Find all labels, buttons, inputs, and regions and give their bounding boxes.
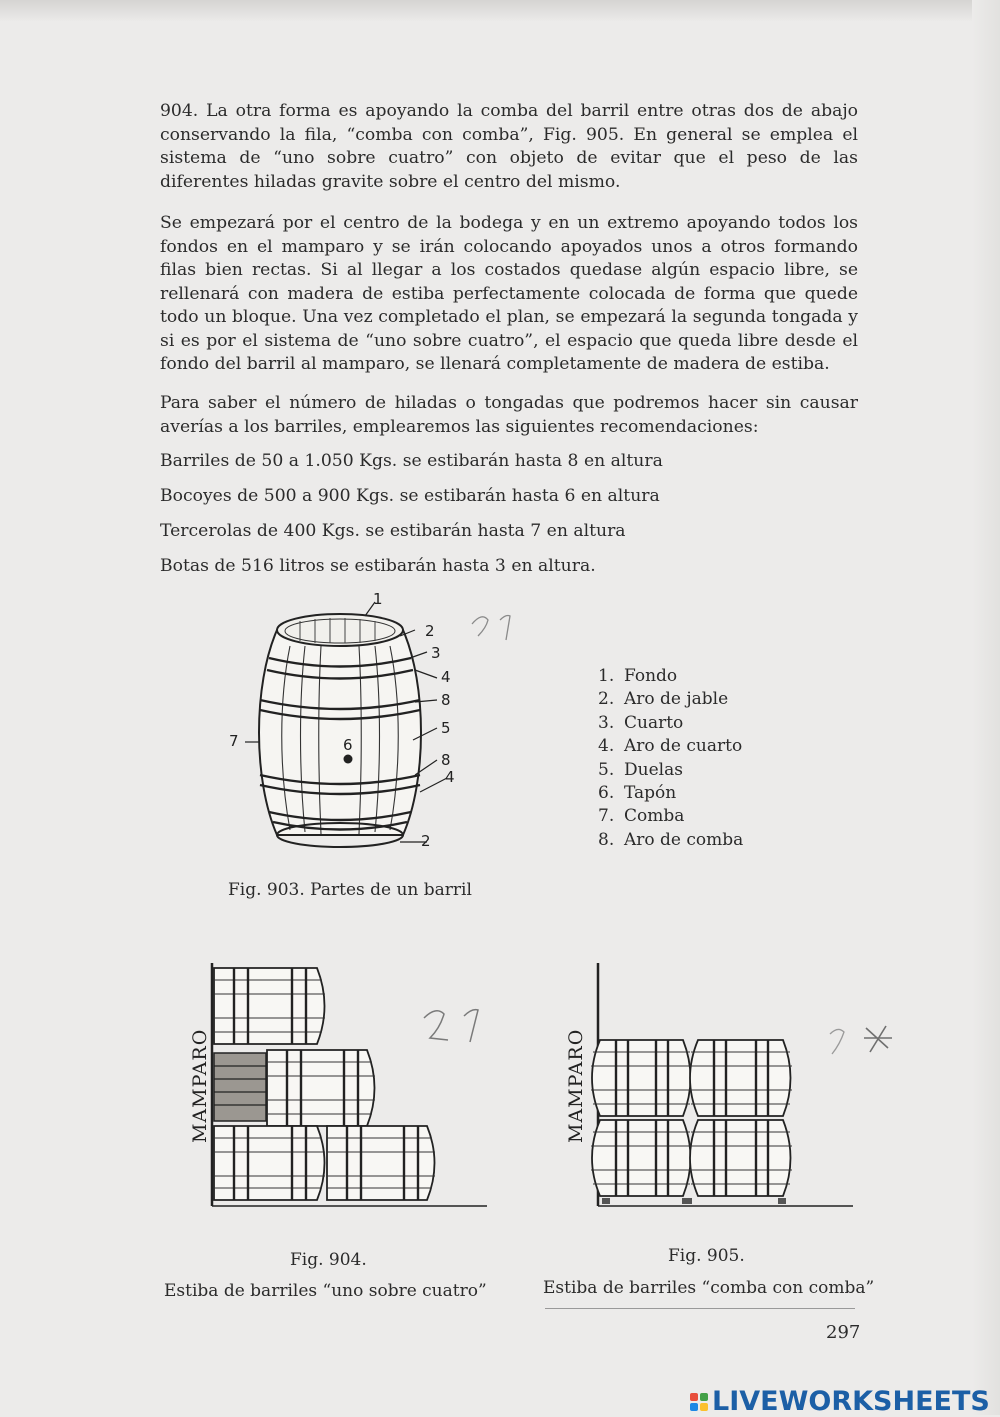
svg-text:2 1: 2 1 (418, 1000, 420, 1001)
wall-label-905: MAMPARO (565, 1028, 587, 1143)
handwritten-mark-3 (822, 1018, 902, 1068)
barrel-diagram (215, 590, 475, 860)
legend-item: 2. Aro de jable (598, 689, 729, 710)
callout-4-bottom: 4 (445, 768, 455, 786)
caption-rule (545, 1308, 855, 1309)
svg-text:2 1: 2 1 (466, 606, 468, 607)
paragraph-recommendations-intro: Para saber el número de hiladas o tongadas que podremos hacer sin causar averías a los barriles, emplearemos las siguientes recomendaciones: (160, 393, 858, 437)
figure-905-diagram (558, 958, 858, 1218)
figure-904-diagram (182, 958, 492, 1218)
legend-item: 6. Tapón (598, 783, 677, 804)
scan-top-shadow (0, 0, 1000, 22)
callout-1: 1 (373, 590, 383, 608)
handwritten-mark-1 (466, 606, 526, 646)
callout-8-bottom: 8 (441, 751, 451, 769)
legend-item: 1. Fondo (598, 666, 678, 686)
liveworksheets-logo-icon (690, 1393, 708, 1411)
figure-903-caption: Fig. 903. Partes de un barril (228, 880, 472, 900)
recommendation-barriles: Barriles de 50 a 1.050 Kgs. se estibarán hasta 8 en altura (160, 451, 663, 471)
recommendation-botas: Botas de 516 litros se estibarán hasta 3 en altura. (160, 556, 596, 576)
figure-904-label: Fig. 904. (290, 1250, 367, 1270)
scan-right-edge (972, 0, 1000, 1415)
recommendation-tercerolas: Tercerolas de 400 Kgs. se estibarán hasta 7 en altura (160, 521, 626, 541)
figure-905-label: Fig. 905. (668, 1246, 745, 1266)
recommendation-bocoyes: Bocoyes de 500 a 900 Kgs. se estibarán hasta 6 en altura (160, 486, 660, 506)
callout-2-top: 2 (425, 622, 435, 640)
legend-item: 8. Aro de comba (598, 829, 744, 850)
handwritten-mark-2 (418, 1000, 498, 1050)
wall-label-904: MAMPARO (189, 1028, 211, 1143)
legend-item: 3. Cuarto (598, 712, 684, 733)
callout-8-top: 8 (441, 691, 451, 709)
legend-item: 5. Duelas (598, 759, 683, 780)
paragraph-stowage: Se empezará por el centro de la bodega y en un extremo apoyando todos los fondos en el mamparo y se irán colocando apoyados unos a otros formando filas bien rectas. Si al llegar a los costados quedase algún espacio libre, se rellenará con madera de estiba perfectamente colocada de forma que quede todo un bloque. Una vez completado el plan, se empezará la segunda tongada y si es por el sistema de “uno sobre cuatro”, el espacio que queda libre desde el fondo del barril al mamparo, se llenará completamente de madera de estiba. (160, 213, 858, 374)
brand-name: LIVEWORKSHEETS (712, 1386, 990, 1417)
legend-item: 4. Aro de cuarto (598, 736, 743, 757)
barrel-parts-legend (598, 665, 743, 852)
callout-5: 5 (441, 719, 451, 737)
figure-904-caption: Estiba de barriles “uno sobre cuatro” (164, 1281, 487, 1301)
liveworksheets-brand (690, 1386, 990, 1417)
callout-2-bottom: 2 (421, 832, 431, 850)
svg-text:2 x: 2 x (822, 1018, 824, 1019)
callout-7: 7 (229, 732, 239, 750)
callout-6: 6 (343, 736, 353, 754)
figure-905-caption: Estiba de barriles “comba con comba” (543, 1278, 875, 1298)
legend-item: 7. Comba (598, 806, 685, 827)
callout-4-top: 4 (441, 668, 451, 686)
page-number: 297 (826, 1322, 861, 1343)
paragraph-904: 904. La otra forma es apoyando la comba del barril entre otras dos de abajo conservando la fila, “comba con comba”, Fig. 905. En general se emplea el sistema de “uno sobre cuatro” con objeto de evitar que el peso de las diferentes hiladas gravite sobre el centro del mismo. (160, 101, 858, 192)
callout-3: 3 (431, 644, 441, 662)
